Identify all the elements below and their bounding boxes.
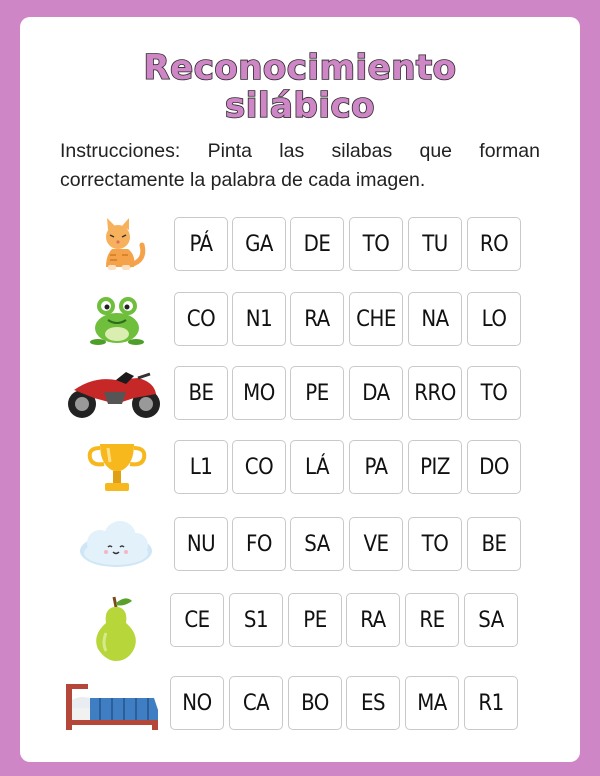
cloud-icon (70, 515, 160, 575)
syllable-box[interactable]: ES (346, 676, 400, 730)
worksheet-title-line-2: silábico (225, 86, 375, 126)
syllable-box[interactable]: RA (290, 292, 344, 346)
syllable-row-cat (20, 215, 580, 275)
syllable-box[interactable]: PIZ (408, 440, 462, 494)
syllable-box[interactable]: N1 (232, 292, 286, 346)
syllable-box[interactable]: DO (467, 440, 521, 494)
syllable-row-cloud (20, 515, 580, 575)
syllable-box[interactable]: MO (232, 366, 286, 420)
trophy-icon (70, 438, 160, 498)
syllable-box[interactable]: BO (288, 676, 342, 730)
syllable-box[interactable]: VE (349, 517, 403, 571)
syllable-box[interactable]: SA (464, 593, 518, 647)
syllable-box[interactable]: RRO (408, 366, 462, 420)
syllable-box[interactable]: SA (290, 517, 344, 571)
syllable-box[interactable]: TO (349, 217, 403, 271)
syllable-box[interactable]: RO (467, 217, 521, 271)
syllable-box[interactable]: LÁ (290, 440, 344, 494)
syllable-box[interactable]: DA (349, 366, 403, 420)
syllable-box[interactable]: PE (288, 593, 342, 647)
syllable-box[interactable]: BE (174, 366, 228, 420)
syllable-box[interactable]: R1 (464, 676, 518, 730)
worksheet (20, 17, 580, 762)
syllable-box[interactable]: TO (467, 366, 521, 420)
syllable-row-bed (20, 676, 580, 736)
syllable-box[interactable]: CHE (349, 292, 403, 346)
syllable-box[interactable]: S1 (229, 593, 283, 647)
syllable-row-motorcycle (20, 364, 580, 424)
syllable-box[interactable]: NO (170, 676, 224, 730)
syllable-box[interactable]: CE (170, 593, 224, 647)
syllable-box[interactable]: PA (349, 440, 403, 494)
syllable-box[interactable]: TO (408, 517, 462, 571)
syllable-box[interactable]: CA (229, 676, 283, 730)
syllable-box[interactable]: PE (290, 366, 344, 420)
motorcycle-icon (64, 364, 164, 424)
pear-icon (70, 593, 160, 663)
syllable-box[interactable]: NU (174, 517, 228, 571)
syllable-box[interactable]: RA (346, 593, 400, 647)
syllable-box[interactable]: MA (405, 676, 459, 730)
syllable-box[interactable]: L1 (174, 440, 228, 494)
syllable-row-frog (20, 290, 580, 350)
instructions-text: Instrucciones: Pinta las silabas que forman correctamente la palabra de cada imagen. (60, 140, 540, 191)
syllable-box[interactable]: GA (232, 217, 286, 271)
bed-icon (64, 676, 164, 736)
syllable-box[interactable]: TU (408, 217, 462, 271)
syllable-box[interactable]: CO (232, 440, 286, 494)
syllable-box[interactable]: CO (174, 292, 228, 346)
syllable-row-pear (20, 593, 580, 653)
frog-icon (70, 290, 160, 350)
syllable-box[interactable]: DE (290, 217, 344, 271)
syllable-box[interactable]: NA (408, 292, 462, 346)
syllable-box[interactable]: PÁ (174, 217, 228, 271)
syllable-box[interactable]: LO (467, 292, 521, 346)
syllable-box[interactable]: FO (232, 517, 286, 571)
worksheet-title-line-1: Reconocimiento (143, 48, 457, 88)
syllable-box[interactable]: RE (405, 593, 459, 647)
cat-icon (70, 215, 160, 275)
syllable-row-trophy (20, 438, 580, 498)
syllable-box[interactable]: BE (467, 517, 521, 571)
